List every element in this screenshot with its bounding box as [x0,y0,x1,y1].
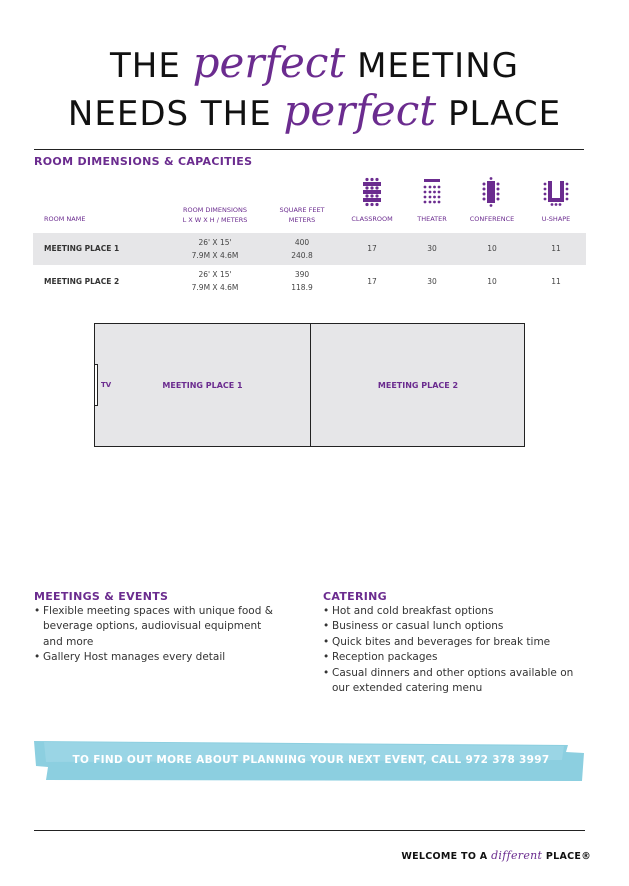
table-row-dims [160,236,270,262]
table-row-conference: 10 [487,244,497,253]
dims-meters: 7.9M X 4.6M [191,283,239,292]
headline-word: PLACE [447,94,562,134]
meetings-list [34,604,274,666]
table-row-area [264,268,340,294]
header-room-name: ROOM NAME [44,215,86,223]
list-item: • Business or casual lunch options [323,619,588,634]
headline-word: THE [110,46,181,86]
header-conference: CONFERENCE [469,215,515,223]
floor-plan [94,323,525,447]
headline-script-word: perfect [192,38,346,87]
floor-room-1-label: MEETING PLACE 1 [162,381,243,390]
bottom-divider [34,830,585,831]
table-row-dims [160,268,270,294]
area-sqft: 400 [294,238,310,247]
dims-feet: 26' X 15' [198,270,232,279]
table-row-name: MEETING PLACE 1 [44,244,120,253]
list-item: • Hot and cold breakfast options [323,604,588,619]
cta-banner-text: TO FIND OUT MORE ABOUT PLANNING YOUR NEXT EVENT, CALL 972 378 3997 [72,754,550,766]
classroom-icon [361,177,383,207]
headline-word: NEEDS THE [67,94,272,134]
conference-icon [481,177,501,207]
header-sqft-line-2: METERS [288,216,316,224]
table-row-conference: 10 [487,277,497,286]
meetings-title: MEETINGS & EVENTS [34,590,169,603]
dims-meters: 7.9M X 4.6M [191,251,239,260]
footer-tagline [401,849,591,862]
table-row-theater: 30 [427,277,437,286]
headline-script-word: perfect [283,86,437,135]
area-sqm: 118.9 [291,283,313,292]
header-u-shape: U-SHAPE [541,215,571,223]
header-dims-line-2: L X W X H / METERS [182,216,248,224]
headline-word: MEETING [357,46,519,86]
catering-list [323,604,588,696]
header-square-feet [264,205,340,225]
table-row-ushape: 11 [551,244,561,253]
list-item: • Casual dinners and other options available on our extended catering menu [323,666,588,697]
top-divider [34,149,584,150]
table-section-title: ROOM DIMENSIONS & CAPACITIES [34,155,253,168]
footer-script-word: different [491,849,543,862]
header-sqft-line-1: SQUARE FEET [279,206,325,214]
header-classroom: CLASSROOM [351,215,393,223]
dims-feet: 26' X 15' [198,238,232,247]
headline-line-2 [0,86,629,135]
headline-line-1 [0,38,629,87]
list-item: • Reception packages [323,650,588,665]
table-row-ushape: 11 [551,277,561,286]
theater-icon [421,178,443,206]
list-item: • Quick bites and beverages for break time [323,635,588,650]
list-item: • Gallery Host manages every detail [34,650,274,665]
footer-word: PLACE® [545,851,591,862]
table-row-classroom: 17 [367,244,377,253]
area-sqm: 240.8 [291,251,313,260]
list-item: • Flexible meeting spaces with unique food & beverage options, audiovisual equipment and more [34,604,274,650]
footer-word: WELCOME TO A [401,851,488,862]
table-row-classroom: 17 [367,277,377,286]
header-room-dimensions [160,205,270,225]
catering-title: CATERING [323,590,387,603]
header-dims-line-1: ROOM DIMENSIONS [182,206,248,214]
table-row-theater: 30 [427,244,437,253]
table-row-area [264,236,340,262]
table-row-name: MEETING PLACE 2 [44,277,120,286]
floor-room-2-label: MEETING PLACE 2 [377,381,459,390]
header-theater: THEATER [417,215,447,223]
tv-label: TV [101,381,112,389]
u-shape-icon [543,178,569,206]
area-sqft: 390 [294,270,310,279]
